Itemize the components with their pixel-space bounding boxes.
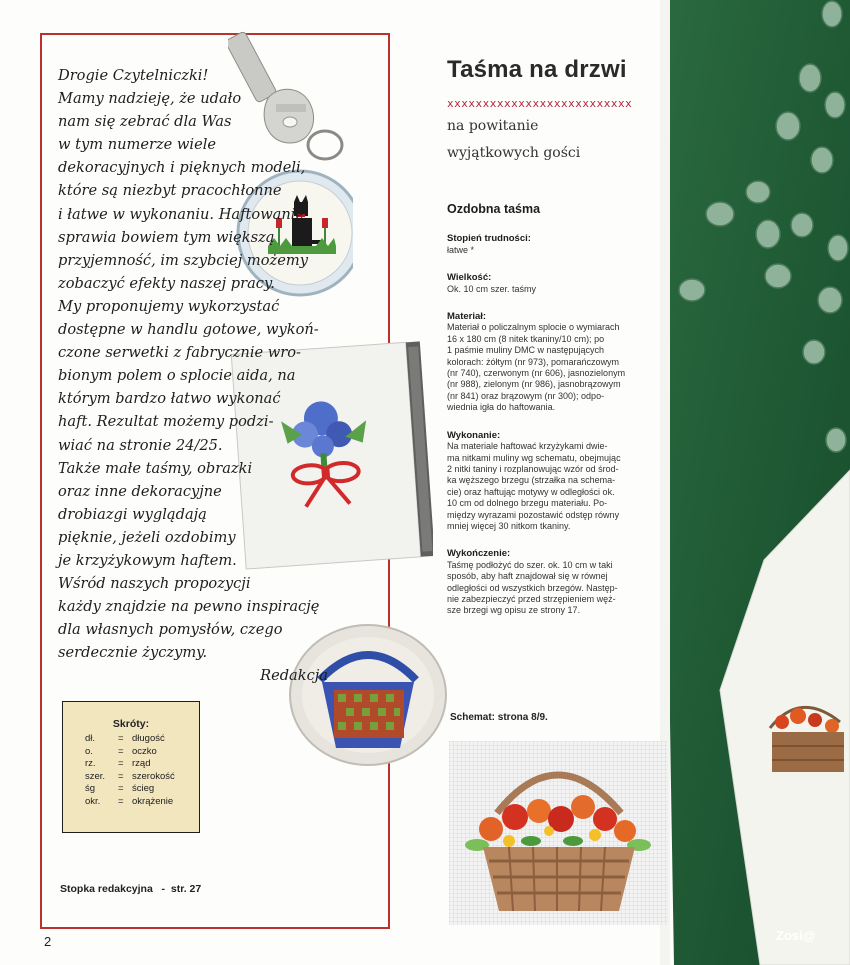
article-subtitle xyxy=(447,113,580,167)
finishing-line: nie zabezpieczyć przed strzępieniem węż- xyxy=(447,593,616,604)
abbr-key: szer. xyxy=(85,770,106,782)
abbr-key: dł. xyxy=(85,733,96,744)
basket-weave-motif xyxy=(483,847,635,911)
schema-reference: Schemat: strona 8/9. xyxy=(450,712,548,723)
abbr-value: szerokość xyxy=(132,770,175,782)
abbreviation-row xyxy=(85,733,175,746)
execution-label: Wykonanie: xyxy=(447,429,501,441)
watermark: Zosi@ xyxy=(776,928,816,943)
letter-line: Także małe taśmy, obrazki xyxy=(58,459,253,477)
execution-line: między wyrazami pozostawić odstęp równy xyxy=(447,509,620,520)
letter-line: i łatwe w wykonaniu. Haftowanie xyxy=(58,205,305,223)
letter-line: serdecznie życzymy. xyxy=(58,644,208,662)
letter-line: nam się zebrać dla Was xyxy=(58,113,232,131)
letter-line: dla własnych pomysłów, czego xyxy=(58,621,283,639)
finishing-label: Wykończenie: xyxy=(447,548,511,560)
finishing-text xyxy=(447,560,643,617)
green-cloth-photo xyxy=(660,0,850,965)
abbr-eq: = xyxy=(118,770,124,782)
basket-stitch-motif xyxy=(322,682,414,748)
execution-line: 2 nitki taniny i rozplanowując wzór od środ- xyxy=(447,463,619,474)
letter-line: Wśród naszych propozycji xyxy=(58,575,251,593)
abbreviation-row xyxy=(85,796,175,809)
abbreviation-row xyxy=(85,771,175,784)
letter-line: którym bardzo łatwo wykonać xyxy=(58,390,281,408)
abbr-value: okrążenie xyxy=(132,795,174,807)
abbr-value: długość xyxy=(132,733,165,744)
difficulty-value: łatwe * xyxy=(447,244,475,255)
letter-line: pięknie, jeżeli ozdobimy xyxy=(58,528,236,546)
abbr-eq: = xyxy=(118,758,124,769)
abbr-value: oczko xyxy=(132,745,157,757)
letter-line: dostępne w handlu gotowe, wykoń- xyxy=(58,321,319,339)
letter-line: My proponujemy wykorzystać xyxy=(58,297,280,315)
article-body xyxy=(447,204,643,633)
letter-line: dekoracyjnych i pięknych modeli, xyxy=(58,159,306,177)
letter-line: Mamy nadzieję, że udało xyxy=(58,90,242,108)
letter-line: oraz inne dekoracyjne xyxy=(58,482,222,500)
execution-line: ka węższego brzegu (strzałka na schema- xyxy=(447,475,616,486)
execution-line: ma nitkami muliny wg schematu, obejmując xyxy=(447,452,621,463)
abbr-key: śg xyxy=(85,783,96,794)
decorative-cross-stitch-row: xxxxxxxxxxxxxxxxxxxxxxxxxx xyxy=(447,97,633,110)
letter-line: przyjemność, im szybciej możemy xyxy=(58,251,308,269)
material-label: Materiał: xyxy=(447,311,487,323)
size-value: Ok. 10 cm szer. taśmy xyxy=(447,283,537,294)
material-line: Materiał o policzalnym splocie o wymiarach xyxy=(447,322,620,333)
finishing-line: odległości od wszystkich brzegów. Następ- xyxy=(447,582,618,593)
finishing-line: sposób, aby haft znajdował się w równej xyxy=(447,571,608,582)
letter-line: które są niezbyt pracochłonne xyxy=(58,182,282,200)
abbr-eq: = xyxy=(118,783,124,794)
material-line: 1 paśmie muliny DMC w następujących xyxy=(447,345,605,356)
difficulty-label: Stopień trudności: xyxy=(447,233,531,245)
letter-line: w tym numerze wiele xyxy=(58,136,217,154)
abbreviation-row xyxy=(85,746,175,759)
letter-line: drobiazgi wyglądają xyxy=(58,505,207,523)
basket-chart-photo xyxy=(449,741,668,925)
material-line: (nr 841) oraz brązowym (nr 300); odpo- xyxy=(447,390,605,401)
abbreviations-title: Skróty: xyxy=(112,718,150,730)
abbr-eq: = xyxy=(118,795,124,807)
material-text xyxy=(447,322,643,413)
subtitle-line: wyjątkowych gości xyxy=(447,145,581,161)
execution-line: 10 cm od dolnego brzegu materiału. Po- xyxy=(447,498,608,509)
abbr-key: o. xyxy=(85,745,93,757)
material-line: (nr 740), czerwonym (nr 606), jasnozielonym xyxy=(447,368,626,379)
abbreviation-row xyxy=(85,758,175,771)
abbr-key: okr. xyxy=(85,795,101,807)
abbreviation-row xyxy=(85,783,175,796)
abbr-eq: = xyxy=(118,745,124,757)
abbr-key: rz. xyxy=(85,758,96,769)
letter-signature: Redakcja xyxy=(260,667,328,685)
letter-line: sprawia bowiem tym większą xyxy=(58,228,275,246)
finishing-line: Taśmę podłożyć do szer. ok. 10 cm w taki xyxy=(447,559,613,570)
material-line: 16 x 180 cm (8 nitek tkaniny/10 cm); po xyxy=(447,333,605,344)
execution-line: cie) oraz haftując motywy w odległości ok. xyxy=(447,486,615,497)
editorial-letter xyxy=(58,64,328,688)
abbr-value: ścieg xyxy=(132,783,155,794)
letter-line: haft. Rezultat możemy podzi- xyxy=(58,413,274,431)
abbreviations-box xyxy=(62,701,200,833)
finishing-line: sze brzegi wg opisu ze strony 17. xyxy=(447,605,581,616)
letter-line: wiać na stronie 24/25. xyxy=(58,436,223,454)
abbreviations-list xyxy=(85,733,175,808)
letter-line: bionym polem o splocie aida, na xyxy=(58,367,296,385)
article-title: Taśma na drzwi xyxy=(447,56,627,83)
letter-line: każdy znajdzie na pewno inspirację xyxy=(58,598,320,616)
page-number: 2 xyxy=(44,934,52,949)
abbr-eq: = xyxy=(118,733,124,744)
editorial-footer-note: Stopka redakcyjna - str. 27 xyxy=(60,883,202,895)
material-line: (nr 988), zielonym (nr 986), jasnobrązowym xyxy=(447,379,621,390)
material-line: kolorach: żółtym (nr 973), pomarańczowym xyxy=(447,356,620,367)
letter-line: Drogie Czytelniczki! xyxy=(58,67,209,84)
execution-line: Na materiale haftować krzyżykami dwie- xyxy=(447,441,608,452)
letter-line: czone serwetki z fabrycznie wro- xyxy=(58,344,301,362)
subtitle-line: na powitanie xyxy=(447,118,539,134)
execution-text xyxy=(447,441,643,532)
abbr-value: rząd xyxy=(132,758,151,769)
letter-line: zobaczyć efekty naszej pracy. xyxy=(58,274,275,292)
size-label: Wielkość: xyxy=(447,272,492,284)
letter-line: je krzyżykowym haftem. xyxy=(58,551,237,569)
execution-line: mniej więcej 30 nitkom tkaniny. xyxy=(447,520,571,531)
material-line: wiednia igła do haftowania. xyxy=(447,402,556,413)
section-heading: Ozdobna taśma xyxy=(447,202,541,216)
